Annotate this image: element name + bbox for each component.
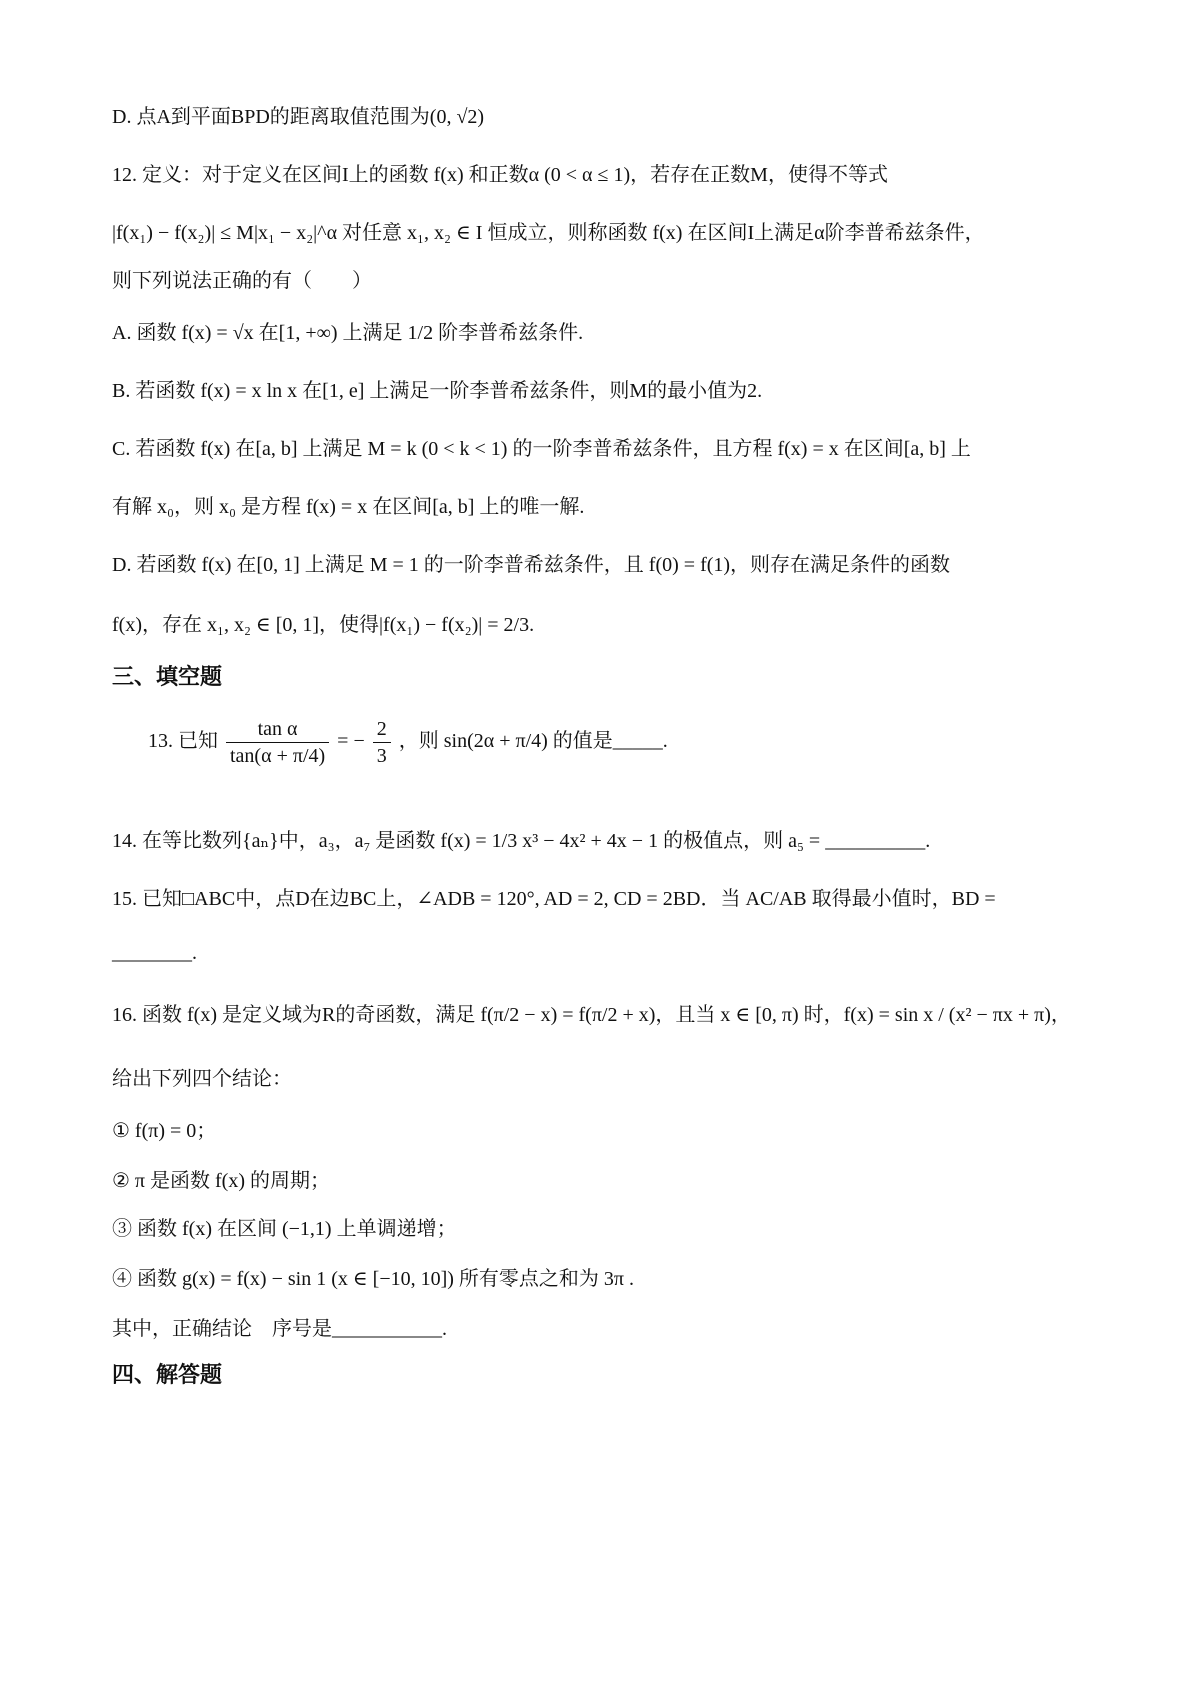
q13-fraction — [226, 716, 329, 769]
q13-suffix: ，则 sin(2α + π/4) 的值是_____. — [398, 730, 668, 753]
q13-rhs-fraction — [373, 716, 391, 769]
q13 — [148, 716, 668, 769]
q15-line-1: 15. 已知□ABC中，点D在边BC上，∠ADB = 120°, AD = 2, CD = 2BD．当 AC/AB 取得最小值时，BD = — [112, 888, 996, 910]
q16-intro: 给出下列四个结论： — [112, 1068, 292, 1090]
section-fill-in-heading: 三、填空题 — [112, 665, 223, 690]
q12-stem-line-2: |f(x₁) − f(x₂)| ≤ M|x₁ − x₂|^α 对任意 x₁, x₂ ∈ I 恒成立，则称函数 f(x) 在区间I上满足α阶李普希兹条件， — [112, 222, 985, 244]
q13-rhs: = − — [337, 730, 365, 753]
q12-option-d-line-2: f(x)，存在 x₁, x₂ ∈ [0, 1]，使得|f(x₁) − f(x₂)| = 2/3. — [112, 614, 535, 636]
q16-conclusion-3: ③ 函数 f(x) 在区间 (−1,1) 上单调递增； — [112, 1218, 457, 1240]
q16-stem: 16. 函数 f(x) 是定义域为R的奇函数，满足 f(π/2 − x) = f(π/2 + x)，且当 x ∈ [0, π) 时，f(x) = sin x / (x² − πx + π)， — [112, 1004, 1071, 1026]
q15-line-2: ________. — [112, 942, 197, 964]
q12-stem-line-3: 则下列说法正确的有（ ） — [112, 270, 372, 292]
q12-stem-line-1: 12. 定义：对于定义在区间I上的函数 f(x) 和正数α (0 < α ≤ 1)，若存在正数M，使得不等式 — [112, 164, 888, 186]
q12-option-c-line-1: C. 若函数 f(x) 在[a, b] 上满足 M = k (0 < k < 1) 的一阶李普希兹条件，且方程 f(x) = x 在区间[a, b] 上 — [112, 438, 971, 460]
q13-fraction-denominator: tan(α + π/4) — [230, 745, 326, 767]
section-solutions-heading: 四、解答题 — [112, 1363, 223, 1388]
q12-option-c-line-2: 有解 x₀，则 x₀ 是方程 f(x) = x 在区间[a, b] 上的唯一解. — [112, 496, 585, 518]
q12-option-b: B. 若函数 f(x) = x ln x 在[1, e] 上满足一阶李普希兹条件，则M的最小值为2. — [112, 380, 763, 402]
q13-prefix: 13. 已知 — [148, 730, 218, 753]
q12-option-a: A. 函数 f(x) = √x 在[1, +∞) 上满足 1/2 阶李普希兹条件. — [112, 322, 584, 344]
q16-conclusion-2: ② π 是函数 f(x) 的周期； — [112, 1170, 331, 1192]
q13-fraction-numerator: tan α — [226, 716, 329, 743]
q13-rhs-denominator: 3 — [376, 745, 387, 767]
q16-conclusion-1: ① f(π) = 0； — [112, 1120, 217, 1142]
q16-conclusion-4: ④ 函数 g(x) = f(x) − sin 1 (x ∈ [−10, 10]) 所有零点之和为 3π . — [112, 1268, 635, 1290]
q14: 14. 在等比数列{aₙ}中，a₃，a₇ 是函数 f(x) = 1/3 x³ − 4x² + 4x − 1 的极值点，则 a₅ = __________. — [112, 830, 931, 852]
q16-answer-line: 其中，正确结论 序号是___________. — [112, 1318, 447, 1340]
q11-option-d: D. 点A到平面BPD的距离取值范围为(0, √2) — [112, 106, 485, 128]
q13-rhs-numerator: 2 — [373, 716, 391, 743]
q12-option-d-line-1: D. 若函数 f(x) 在[0, 1] 上满足 M = 1 的一阶李普希兹条件，且 f(0) = f(1)，则存在满足条件的函数 — [112, 554, 951, 576]
